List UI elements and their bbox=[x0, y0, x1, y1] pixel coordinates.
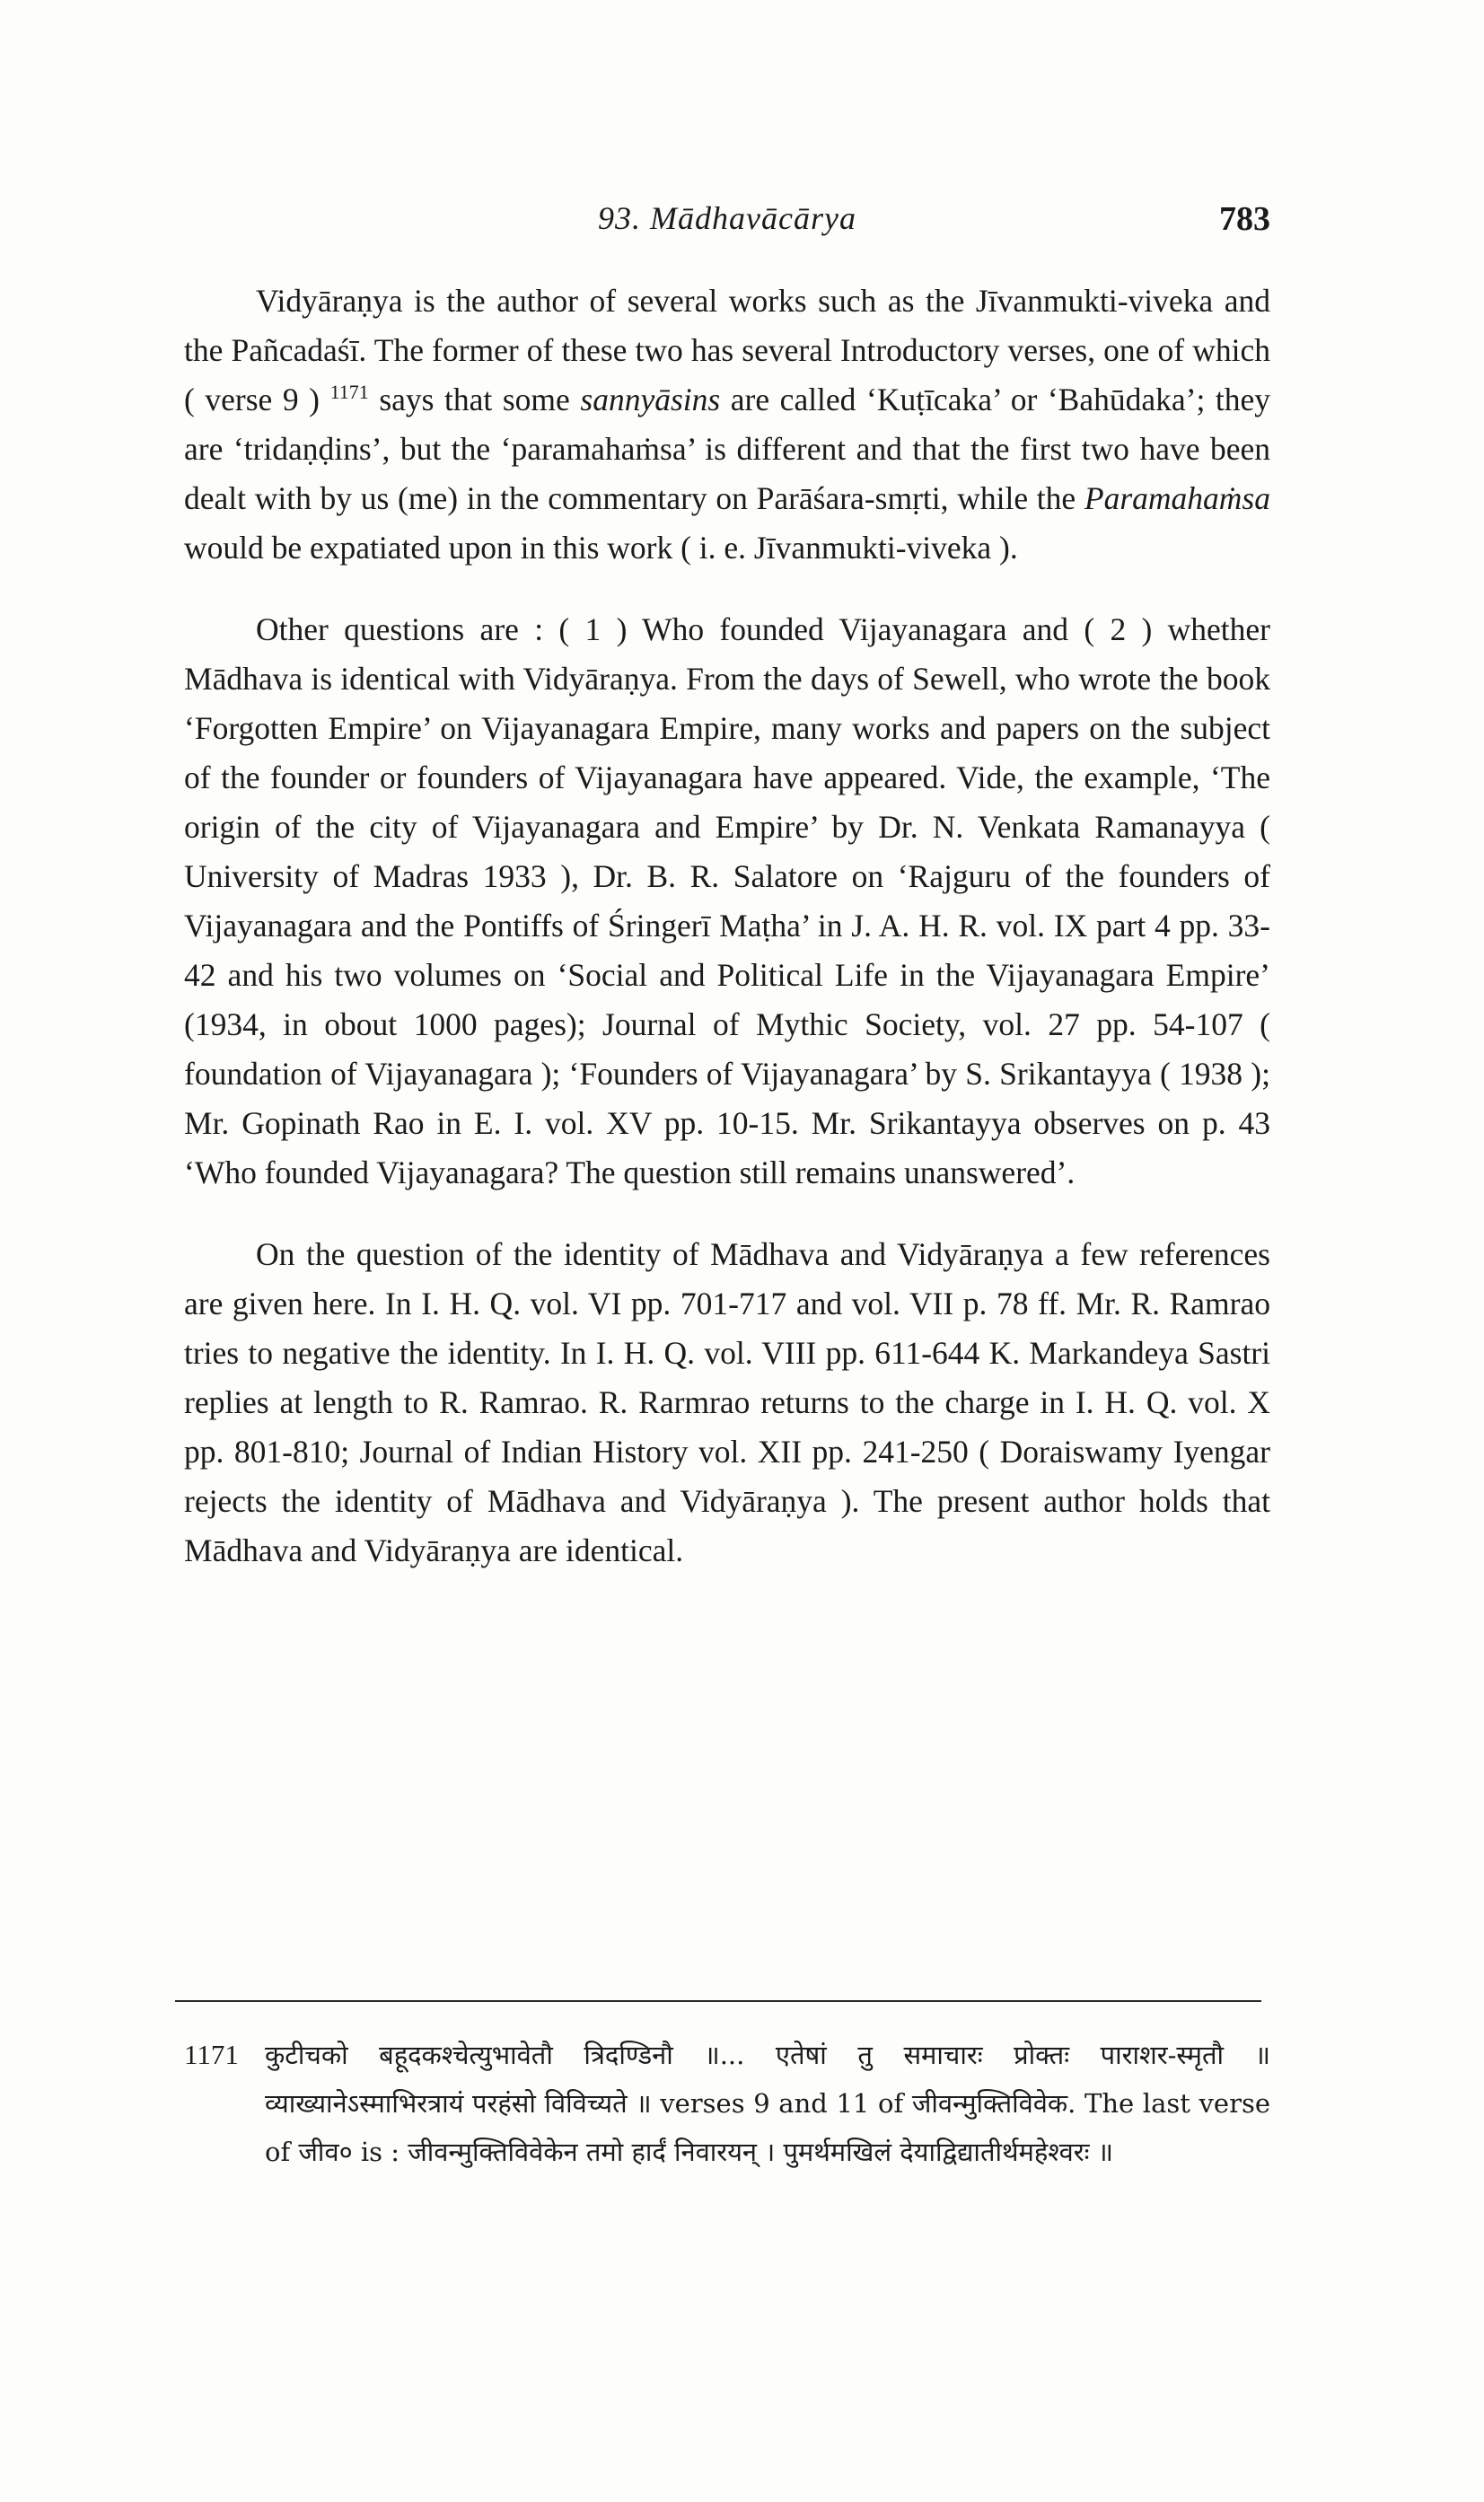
footnote-reference: 1171 bbox=[329, 381, 369, 404]
paragraph-text: are called ‘Kuṭīcaka’ or ‘Bahūdaka’; they are ‘tridaṇḍins’, but the ‘paramahaṁsa’ is different and that the first two have been dealt with by us (me) in the commentary on Parāśara-smṛti, while the bbox=[184, 382, 1271, 516]
footnote-number: 1171 bbox=[184, 2039, 239, 2070]
page-number: 783 bbox=[1219, 200, 1270, 238]
paragraph-3 bbox=[184, 1230, 1270, 1576]
paragraph-text: Vidyāraṇya is the author of several works such as the Jīvanmukti-viveka and the Pañcadaśī. The former of these two has several Introductory verses, one of which ( verse 9 ) bbox=[184, 283, 1270, 417]
body-text bbox=[184, 277, 1270, 1576]
footnote bbox=[184, 2031, 1270, 2176]
paragraph-2 bbox=[184, 605, 1270, 1198]
paragraph-text: On the question of the identity of Mādhava and Vidyāraṇya a few references are given here. In I. H. Q. vol. VI pp. 701-717 and vol. VII p. 78 ff. Mr. R. Ramrao tries to negative the identity. In I. H. Q. vol. VIII pp. 611-644 K. Markandeya Sastri replies at length to R. Ramrao. R. Rarmrao returns to the charge in I. H. Q. vol. X pp. 801-810; Journal of Indian History vol. XII pp. 241-250 ( Doraiswamy Iyengar rejects the identity of Mādhava and Vidyāraṇya ). The present author holds that Mādhava and Vidyāraṇya are identical. bbox=[184, 1236, 1270, 1568]
paragraph-text: would be expatiated upon in this work ( i. e. Jīvanmukti-viveka ). bbox=[184, 530, 1018, 566]
paragraph-text: Other questions are : ( 1 ) Who founded Vijayanagara and ( 2 ) whether Mādhava is identical with Vidyāraṇya. From the days of Sewell, who wrote the book ‘Forgotten Empire’ on Vijayanagara Empire, many works and papers on the subject of the founder or founders of Vijayanagara have appeared. Vide, the example, ‘The origin of the city of Vijayanagara and Empire’ by Dr. N. Venkata Ramanayya ( University of Madras 1933 ), Dr. B. R. Salatore on ‘Rajguru of the founders of Vijayanagara and the Pontiffs of Śringerī Maṭha’ in J. A. H. R. vol. IX part 4 pp. 33-42 and his two volumes on ‘Social and Political Life in the Vijayanagara Empire’ (1934, in obout 1000 pages); Journal of Mythic Society, vol. 27 pp. 54-107 ( foundation of Vijayanagara ); ‘Founders of Vijayanagara’ by S. Srikantayya ( 1938 ); Mr. Gopinath Rao in E. I. vol. XV pp. 10-15. Mr. Srikantayya observes on p. 43 ‘Who founded Vijayanagara? The question still remains unanswered’. bbox=[184, 611, 1270, 1190]
paragraph-1 bbox=[184, 277, 1270, 573]
italic-term: Paramahaṁsa bbox=[1084, 480, 1270, 516]
footnote-text: कुटीचको बहूदकश्चेत्युभावेतौ त्रिदण्डिनौ ॥... एतेषां तु समाचारः प्रोक्तः पाराशर-स्मृतौ ॥ व्याख्यानेऽस्माभिरत्रायं परहंसो विविच्यते ॥ verses 9 and 11 of जीवन्मुक्तिविवेक. The last verse of जीव० is : जीवन्मुक्तिविवेकेन तमो हार्दं निवारयन् । पुमर्थमखिलं देयाद्विद्यातीर्थमहेश्वरः ॥ bbox=[265, 2040, 1270, 2167]
footnote-divider bbox=[175, 2000, 1261, 2002]
running-title: 93. Mādhavācārya bbox=[598, 200, 856, 236]
italic-term: sannyāsins bbox=[580, 382, 721, 417]
running-header bbox=[184, 199, 1270, 244]
paragraph-text: says that some bbox=[368, 382, 581, 417]
